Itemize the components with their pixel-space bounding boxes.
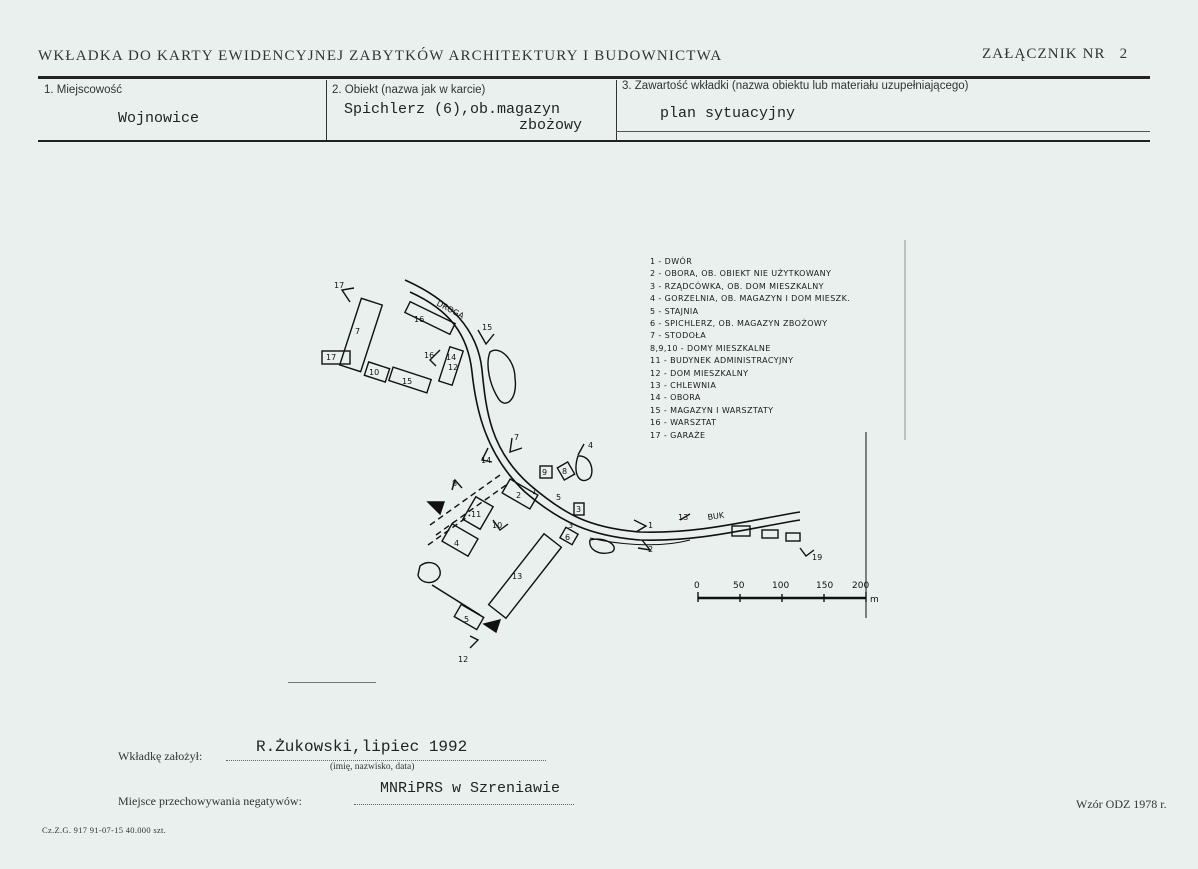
viewpoint-label: 17 (334, 281, 345, 290)
viewpoint-label: 15 (482, 323, 493, 332)
pond (488, 350, 515, 403)
viewpoint-label: 14 (481, 456, 492, 465)
viewpoint-arrow (578, 444, 584, 455)
legend-item: 16 - WARSZTAT (650, 418, 717, 428)
building-label: 8 (562, 467, 568, 476)
scale-unit: m (870, 595, 879, 605)
form-title: WKŁADKA DO KARTY EWIDENCYJNEJ ZABYTKÓW ARCHITEKTURY I BUDOWNICTWA (38, 48, 723, 64)
scale-label: 100 (772, 581, 790, 591)
created-by-hint: (imię, nazwisko, data) (330, 762, 415, 772)
map-baseline (288, 682, 376, 683)
pond (590, 539, 614, 553)
legend-item: 2 - OBORA, OB. OBIEKT NIE UŻYTKOWANY (650, 269, 832, 279)
legend-item: 13 - CHLEWNIA (650, 381, 717, 391)
field-underline (616, 131, 1150, 132)
viewpoint-label: 2 (648, 545, 654, 554)
print-info: Cz.Z.G. 917 91-07-15 40.000 szt. (42, 825, 167, 835)
building-garage (762, 530, 778, 538)
building-label: 6 (565, 533, 571, 542)
viewpoint-label: 10 (492, 521, 503, 530)
viewpoint-label: 16 (424, 351, 435, 360)
direction-arrow (428, 502, 444, 514)
building-label: 13 (512, 572, 523, 581)
viewpoint-label: 8 (452, 479, 458, 488)
object-value-line1: Spichlerz (6),ob.magazyn (344, 101, 561, 118)
object-label: 2. Obiekt (nazwa jak w karcie) (332, 84, 486, 96)
attachment-label: ZAŁĄCZNIK NR (982, 46, 1106, 62)
building-label: 10 (369, 368, 380, 377)
legend-item: 3 - RZĄDCÓWKA, OB. DOM MIESZKALNY (650, 281, 824, 291)
legend-item: 4 - GORZELNIA, OB. MAGAZYN I DOM MIESZK. (650, 294, 851, 304)
building-label: 3 (576, 505, 582, 514)
attachment-value: 2 (1119, 46, 1129, 62)
viewpoint-label: 1 (648, 521, 654, 530)
viewpoint-arrow (478, 330, 494, 344)
viewpoint-arrow (470, 636, 478, 648)
viewpoint-label: 12 (458, 655, 469, 664)
building-garage (786, 533, 800, 541)
viewpoint-arrow (342, 288, 354, 302)
header-rule-bottom (38, 140, 1150, 142)
scale-label: 200 (852, 581, 870, 591)
building-label: 15 (402, 377, 413, 386)
viewpoint-label: 13 (678, 513, 689, 522)
content-value: plan sytuacyjny (660, 105, 796, 122)
object-value-line2: zbożowy (519, 117, 583, 134)
road-label: BUK (707, 510, 725, 522)
building-label: 4 (454, 539, 460, 548)
building-label: 7 (355, 327, 361, 336)
scale-label: 50 (733, 581, 745, 591)
building-4 (442, 524, 478, 556)
building-label: 17 (326, 353, 337, 362)
site-plan (300, 230, 920, 690)
legend-item: 17 - GARAŻE (650, 430, 706, 440)
created-by-value: R.Żukowski,lipiec 1992 (256, 738, 468, 756)
locality-value: Wojnowice (118, 110, 200, 127)
legend-item: 6 - SPICHLERZ, OB. MAGAZYN ZBOŻOWY (650, 319, 828, 329)
legend-item: 11 - BUDYNEK ADMINISTRACYJNY (650, 356, 794, 366)
building-label: 9 (542, 468, 548, 477)
header-rule-top (38, 76, 1150, 79)
legend-item: 12 - DOM MIESZKALNY (650, 368, 749, 378)
negatives-label: Miejsce przechowywania negatywów: (118, 794, 302, 808)
building-label: 14 (446, 353, 457, 362)
viewpoint-label: 7 (514, 433, 520, 442)
legend-item: 5 - STAJNIA (650, 306, 699, 316)
lane (432, 585, 480, 615)
viewpoint-label: 4 (588, 441, 594, 450)
building-label: 16 (414, 315, 425, 324)
negatives-value: MNRiPRS w Szreniawie (380, 780, 561, 797)
legend-item: 14 - OBORA (650, 393, 701, 403)
locality-label: 1. Miejscowość (44, 84, 122, 96)
pond (576, 456, 592, 481)
scale-label: 0 (694, 581, 700, 591)
direction-arrow (484, 620, 500, 632)
building-7 (340, 298, 383, 371)
attachment-number (982, 46, 1128, 63)
viewpoint-arrow (634, 520, 646, 532)
building-label: 2 (516, 491, 522, 500)
road-label: DROGA (435, 298, 466, 321)
building-label: 5 (464, 615, 470, 624)
created-by-line (226, 760, 546, 761)
viewpoint-label: 3 (568, 521, 574, 530)
building-label: 1 (532, 487, 538, 496)
building-label: 12 (448, 363, 459, 372)
road-edge (405, 280, 800, 532)
content-label: 3. Zawartość wkładki (nazwa obiektu lub materiału uzupełniającego) (622, 80, 969, 92)
building-13 (489, 534, 562, 618)
legend-item: 15 - MAGAZYN I WARSZTATY (650, 405, 774, 415)
legend-item: 1 - DWÓR (650, 257, 693, 266)
legend-item: 7 - STODOŁA (650, 331, 707, 341)
viewpoint-label: 19 (812, 553, 823, 562)
form-model: Wzór ODZ 1978 r. (1076, 797, 1167, 811)
path-dashed (430, 475, 500, 525)
negatives-line (354, 804, 574, 805)
legend-item: 8,9,10 - DOMY MIESZKALNE (650, 343, 771, 353)
created-by-label: Wkładkę założył: (118, 749, 203, 763)
viewpoint-label: 5 (556, 493, 562, 502)
pond (418, 563, 440, 583)
field-divider-1 (326, 80, 327, 140)
scale-label: 150 (816, 581, 834, 591)
building-label: 11 (471, 510, 482, 519)
